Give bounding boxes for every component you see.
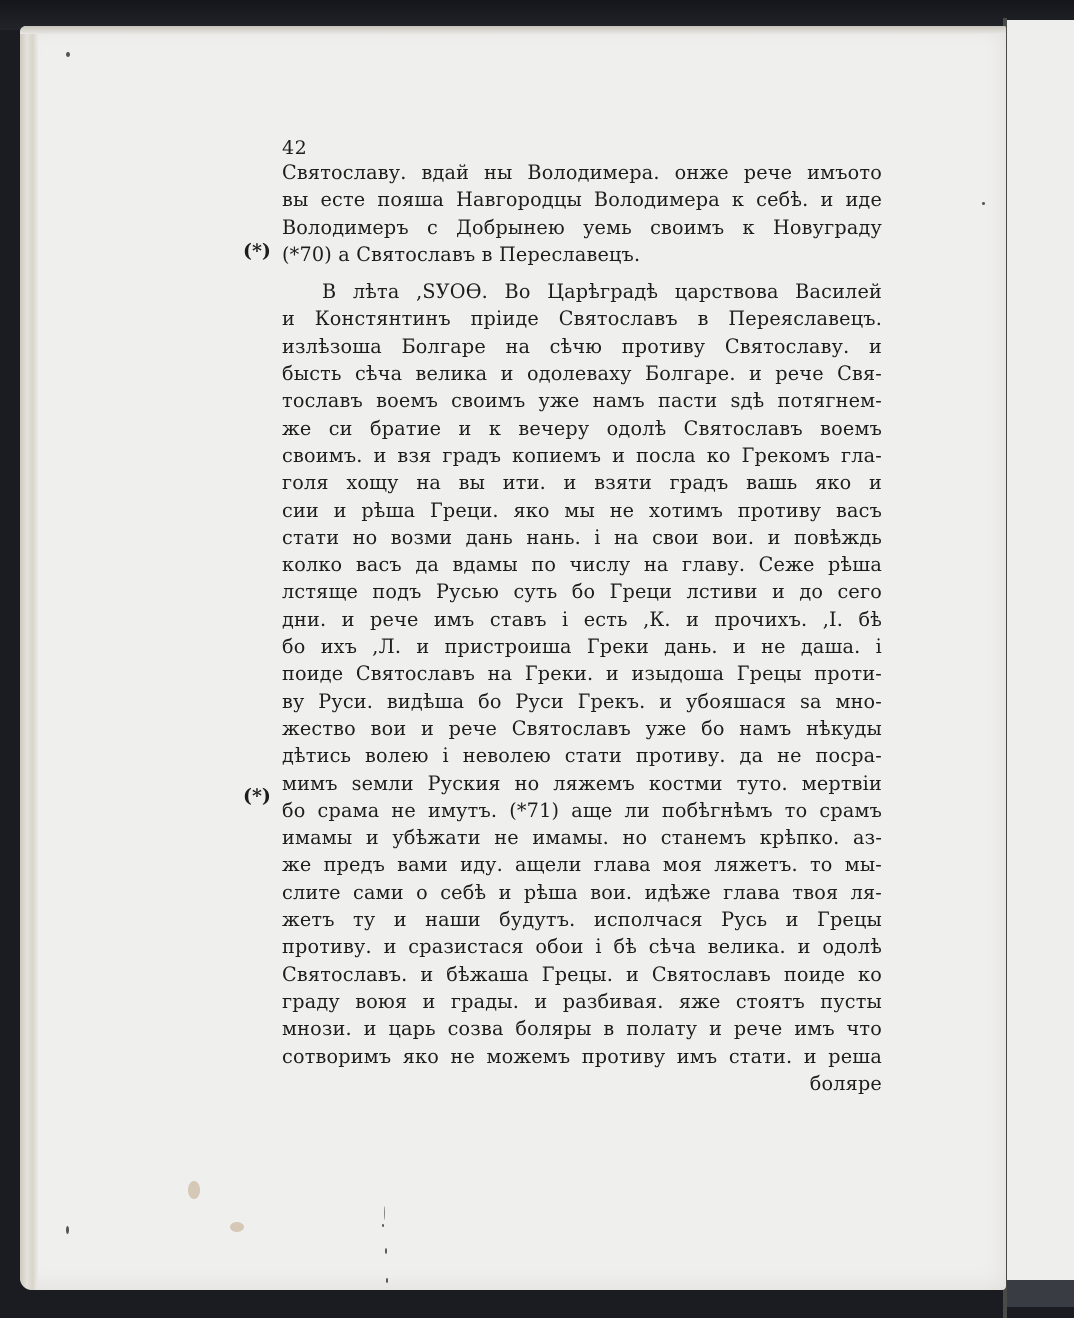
speck xyxy=(385,1248,387,1254)
margin-note-marker: (*) xyxy=(243,785,271,807)
page-text-block xyxy=(282,137,882,1097)
facing-page-edge xyxy=(1007,20,1074,1280)
catchword: боляре xyxy=(809,1071,882,1095)
text-line: жетъ ту и наши будутъ. исполчася Русь и Грецы xyxy=(282,908,882,932)
paragraph-gap xyxy=(282,268,882,278)
text-line: Святославу. вдай ны Володимера. онже рече имъото xyxy=(282,161,882,184)
speck xyxy=(382,1224,384,1227)
speck xyxy=(386,1278,388,1283)
text-line: мимъ sемли Руския но ляжемъ костми туто. мертвіи xyxy=(282,771,882,795)
text-line: вы есте пояша Навгородцы Володимера к себѣ. и иде xyxy=(282,188,882,212)
paragraph xyxy=(282,278,882,1097)
text-line: лстяще подъ Русью суть бо Греци лстиви и до сего xyxy=(282,580,882,604)
text-line: сотворимъ яко не можемъ противу имъ стати. и реша xyxy=(282,1044,882,1068)
text-line: ву Руси. видѣша бо Руси Грекъ. и убояшася sа мно- xyxy=(282,689,882,713)
text-line: же си братие и к вечеру одолѣ Святославъ воемъ xyxy=(282,416,882,440)
text-line: сии и рѣша Греци. яко мы не хотимъ противу васъ xyxy=(282,498,882,522)
speck xyxy=(384,1206,385,1220)
text-line: Святославъ. и бѣжаша Грецы. и Святославъ поиде ко xyxy=(282,962,882,986)
foxing-stain xyxy=(230,1222,244,1232)
speck xyxy=(66,1226,69,1234)
text-line: колко васъ да вдамы по числу на главу. Сеже рѣша xyxy=(282,553,882,577)
text-line: жество вои и рече Святославъ уже бо намъ нѣкуды xyxy=(282,716,882,740)
text-line: стати но возми дань нань. і на свои вои. и повѣждь xyxy=(282,525,882,549)
speck xyxy=(982,202,985,205)
text-line: противу. и сразистася обои і бѣ сѣча велика. и одолѣ xyxy=(282,935,882,959)
text-line: В лѣта ,SУОѲ. Во Царѣградѣ царствова Василей xyxy=(322,280,882,304)
text-line: бо срама не имутъ. (*71) аще ли побѣгнѣмъ то срамъ xyxy=(282,798,882,822)
text-line: (*70) а Святославъ в Переславецъ. xyxy=(282,242,641,266)
text-line: голя хощу на вы ити. и взяти градъ вашь яко и xyxy=(282,471,882,495)
text-line: же предъ вами иду. ащели глава моя ляжетъ. то мы- xyxy=(282,853,882,877)
text-line: дни. и рече имъ ставъ і есть ,К. и прочихъ. ,І. бѣ xyxy=(282,607,882,631)
page-left-edge xyxy=(20,26,38,1290)
foxing-stain xyxy=(188,1181,200,1199)
text-line: поиде Святославъ на Греки. и изыдоша Грецы проти- xyxy=(282,662,882,686)
text-line: тославъ воемъ своимъ уже намъ пасти sдѣ потягнем- xyxy=(282,389,882,413)
text-line: мнози. и царь созва боляры в полату и рече имъ что xyxy=(282,1017,882,1041)
text-line: дѣтись волею і неволею стати противу. да не посра- xyxy=(282,744,882,768)
margin-note-marker: (*) xyxy=(243,240,271,262)
text-line: Володимеръ с Добрынею уемь своимъ к Новуграду xyxy=(282,215,882,239)
page-top-edge xyxy=(20,26,1006,34)
text-line: граду воюя и грады. и разбивая. яже стоятъ пусты xyxy=(282,989,882,1013)
text-line: бо ихъ ,Л. и пристроиша Греки дань. и не даша. і xyxy=(282,635,882,659)
text-line: своимъ. и взя градъ копиемъ и посла ко Грекомъ гла- xyxy=(282,443,882,467)
text-line: излѣзоша Болгаре на сѣчю противу Святославу. и xyxy=(282,334,882,358)
page-number: 42 xyxy=(282,137,308,159)
text-line: имамы и убѣжати не имамы. но станемъ крѣпко. аз- xyxy=(282,826,882,850)
paragraph xyxy=(282,159,882,268)
scan-background-bottom-right xyxy=(1007,1280,1074,1307)
text-line: бысть сѣча велика и одолеваху Болгаре. и рече Свя- xyxy=(282,362,882,386)
text-line: и Констянтинъ пріиде Святославъ в Переяславецъ. xyxy=(282,307,882,331)
text-line: слите сами о себѣ и рѣша вои. идѣже глава твоя ля- xyxy=(282,880,882,904)
speck xyxy=(66,52,70,57)
